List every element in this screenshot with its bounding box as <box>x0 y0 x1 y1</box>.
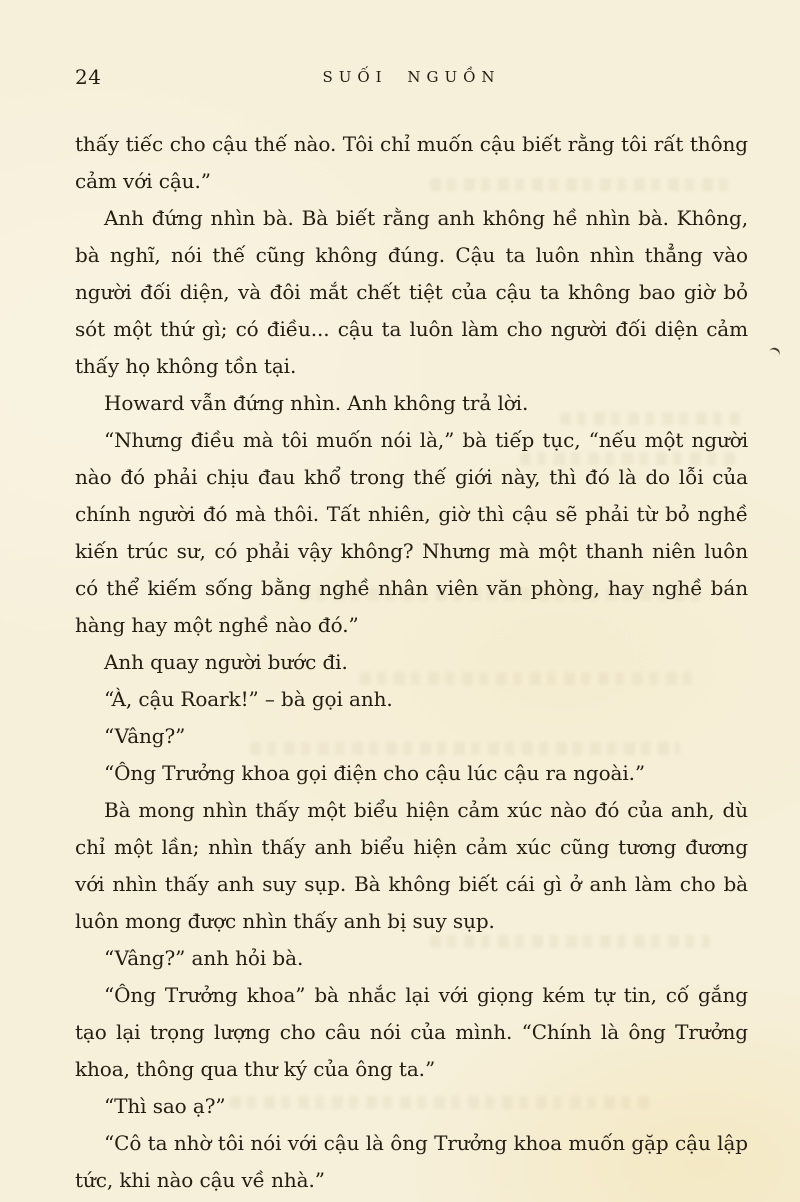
paragraph: Bà mong nhìn thấy một biểu hiện cảm xúc nào đó của anh, dù chỉ một lần; nhìn thấy anh biểu hiện cảm xúc cũng tương đương với nhìn thấy anh suy sụp. Bà không biết cái gì ở anh làm cho bà luôn mong được nhìn thấy anh bị suy sụp. <box>75 798 748 933</box>
paragraph: “Cô ta nhờ tôi nói với cậu là ông Trưởng khoa muốn gặp cậu lập tức, khi nào cậu về nhà.” <box>75 1131 748 1192</box>
page-header <box>75 63 748 91</box>
paragraph: “Ông Trưởng khoa gọi điện cho cậu lúc cậu ra ngoài.” <box>104 761 646 785</box>
paragraph: “Nhưng điều mà tôi muốn nói là,” bà tiếp tục, “nếu một người nào đó phải chịu đau khổ trong thế giới này, thì đó là do lỗi của chính người đó mà thôi. Tất nhiên, giờ thì cậu sẽ phải từ bỏ nghề kiến trúc sư, có phải vậy không? Nhưng mà một thanh niên luôn có thể kiếm sống bằng nghề nhân viên văn phòng, hay nghề bán hàng hay một nghề nào đó.” <box>75 428 748 637</box>
page-number: 24 <box>75 65 102 89</box>
paragraph: Anh quay người bước đi. <box>104 650 348 674</box>
paragraph: “Vâng?” anh hỏi bà. <box>104 946 304 970</box>
paragraph: “Vâng?” <box>104 724 186 748</box>
print-speck-mark <box>769 346 782 356</box>
paragraph: “À, cậu Roark!” – bà gọi anh. <box>104 687 393 711</box>
paragraph: “Thì sao ạ?” <box>104 1094 226 1118</box>
page-body-text <box>75 126 748 1199</box>
running-title: SUỐI NGUỒN <box>322 68 501 86</box>
paragraph: Anh đứng nhìn bà. Bà biết rằng anh không hề nhìn bà. Không, bà nghĩ, nói thế cũng không đúng. Cậu ta luôn nhìn thẳng vào người đối diện, và đôi mắt chết tiệt của cậu ta không bao giờ bỏ sót một thứ gì; có điều... cậu ta luôn làm cho người đối diện cảm thấy họ không tồn tại. <box>75 206 748 378</box>
paragraph: “Ông Trưởng khoa” bà nhắc lại với giọng kém tự tin, cố gắng tạo lại trọng lượng cho câu nói của mình. “Chính là ông Trưởng khoa, thông qua thư ký của ông ta.” <box>75 983 748 1081</box>
paragraph: thấy tiếc cho cậu thế nào. Tôi chỉ muốn cậu biết rằng tôi rất thông cảm với cậu.” <box>75 132 748 193</box>
paragraph: Howard vẫn đứng nhìn. Anh không trả lời. <box>104 391 529 415</box>
